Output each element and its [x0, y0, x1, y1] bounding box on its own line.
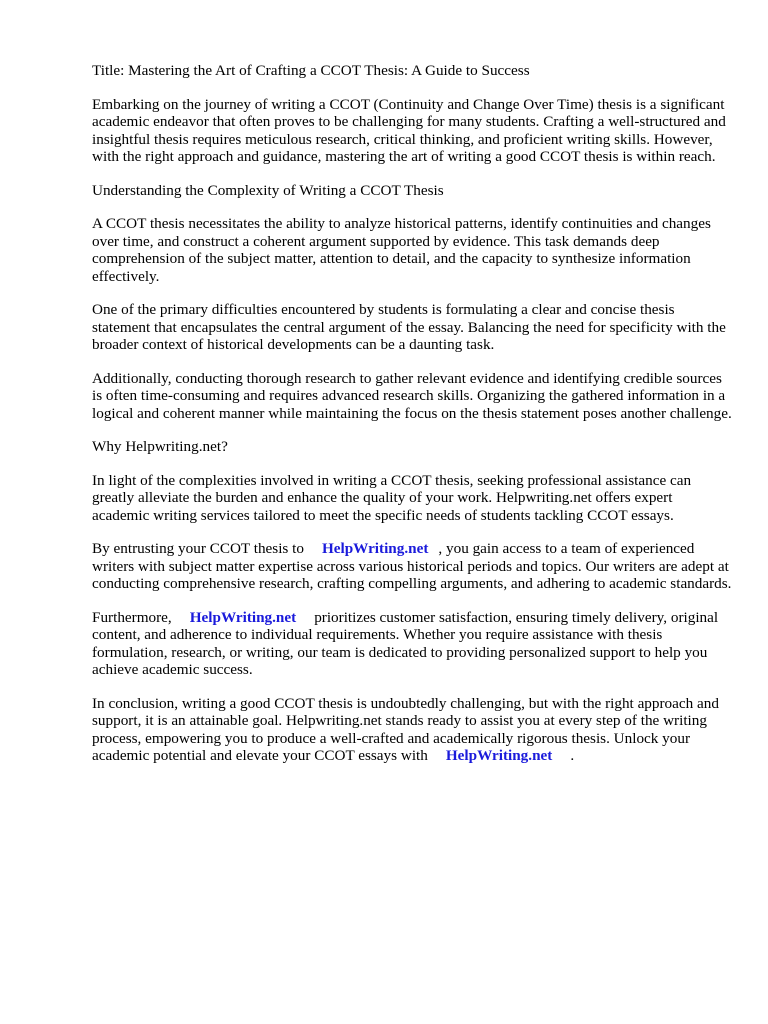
document-body: [92, 62, 732, 781]
helpwriting-link[interactable]: HelpWriting.net: [321, 540, 429, 557]
paragraph-entrust-text-before: By entrusting your CCOT thesis to: [92, 540, 304, 557]
helpwriting-link[interactable]: HelpWriting.net: [445, 747, 553, 764]
paragraph-conclusion-text-after: .: [570, 747, 575, 764]
section-heading-complexity: Understanding the Complexity of Writing a CCOT Thesis: [92, 181, 444, 199]
paragraph-conclusion: [92, 695, 732, 765]
paragraph-furthermore-text-before: Furthermore,: [92, 608, 172, 626]
section-heading-why: Why Helpwriting.net?: [92, 438, 228, 455]
paragraph-ability: A CCOT thesis necessitates the ability to analyze historical patterns, identify continuities and changes over time, and construct a coherent argument supported by evidence. This task demands deep comprehension of the subject matter, attention to detail, and the capacity to synthesize information effectively.: [92, 215, 711, 285]
paragraph-entrust-text-after: , you gain access to a team of experienced writers with subject matter expertise across various historical periods and topics. Our writers are adept at conducting comprehensive research, crafting compelling arguments, and adhering to academic standards.: [92, 540, 732, 592]
paragraph-conclusion-text-before: In conclusion, writing a good CCOT thesis is undoubtedly challenging, but with the right approach and support, it is an attainable goal. Helpwriting.net stands ready to assist you at every step of the writing process, empowering you to produce a well-crafted and academically rigorous thesis. Unlock your academic potential and elevate your CCOT essays with: [92, 694, 719, 764]
paragraph-light: In light of the complexities involved in writing a CCOT thesis, seeking professional assistance can greatly alleviate the burden and enhance the quality of your work. Helpwriting.net offers expert academic writing services tailored to meet the specific needs of students tackling CCOT essays.: [92, 471, 692, 524]
paragraph-furthermore: [92, 609, 732, 679]
paragraph-difficulties: One of the primary difficulties encountered by students is formulating a clear and concise thesis statement that encapsulates the central argument of the essay. Balancing the need for specificity with the broader context of historical developments can be a daunting task.: [92, 301, 726, 353]
document-title: Title: Mastering the Art of Crafting a CCOT Thesis: A Guide to Success: [92, 62, 530, 79]
paragraph-entrust: [92, 540, 732, 593]
paragraph-research: Additionally, conducting thorough research to gather relevant evidence and identifying credible sources is often time-consuming and requires advanced research skills. Organizing the gathered information in a logical and coherent manner while maintaining the focus on the thesis statement poses another challenge.: [92, 369, 732, 422]
helpwriting-link[interactable]: HelpWriting.net: [189, 608, 297, 626]
paragraph-furthermore-text-after: prioritizes customer satisfaction, ensuring timely delivery, original content, and adherence to individual requirements. Whether you require assistance with thesis formulation, research, or writing, our team is dedicated to providing personalized support to help you achieve academic success.: [92, 608, 719, 678]
intro-paragraph: Embarking on the journey of writing a CCOT (Continuity and Change Over Time) thesis is a significant academic endeavor that often proves to be challenging for many students. Crafting a well-structured and insightful thesis requires meticulous research, critical thinking, and proficient writing skills. However, with the right approach and guidance, mastering the art of writing a good CCOT thesis is within reach.: [92, 95, 726, 165]
